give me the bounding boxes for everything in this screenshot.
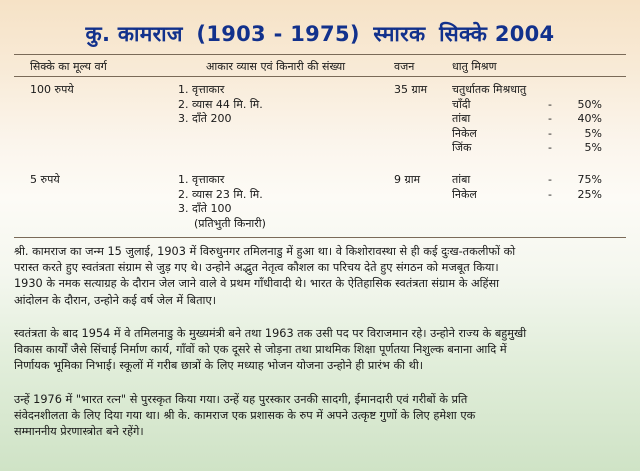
metal-row [452,98,602,113]
metal-name: जिंक [452,141,472,155]
shape-line: 1. वृत्ताकार [178,83,225,96]
coin-metal-5 [452,173,602,202]
coin-weight-100: 35 ग्राम [394,83,428,96]
shape-line: 2. व्यास 44 मि. मि. [178,97,263,111]
title-suffix: सिक्के 2004 [439,22,555,46]
shape-line: 3. दाँते 100 [178,202,232,216]
shape-line: 1. वृत्ताकार [178,173,225,186]
table-top-rule [14,54,626,55]
shape-line: 2. व्यास 23 मि. मि. [178,187,263,201]
title-years: (1903 - 1975) [196,22,360,46]
metal-dash: - [548,187,552,201]
metal-dash: - [548,112,552,126]
page-title [0,20,640,48]
shape-line: 3. दाँते 200 [178,112,232,126]
metal-name: तांबा [452,112,471,126]
table-bottom-rule [14,237,626,238]
metal-dash: - [548,141,552,155]
coin-weight-5: 9 ग्राम [394,173,421,186]
metal-row [452,127,602,142]
metal-row [452,83,602,98]
metal-dash: - [548,173,552,186]
metal-percent: 40% [577,112,602,126]
table-header-rule [14,76,626,77]
coin-value-5: 5 रुपये [30,173,60,186]
metal-row [452,141,602,156]
bio-paragraph-3: उन्हें 1976 में "भारत रत्न" से पुरस्कृत किया गया। उन्हें यह पुरस्कार उनकी सादगी, ईमानदारी एवं गरीबों के प्रति संवेदनशीलता के लिए दिया गया था। श्री के. कामराज एक प्रशासक के रुप में अपने उत्कृष्ट गुणों के लिए हमेशा एक सम्माननीय प्रेरणास्त्रोत बने रहेंगे। [14,393,476,439]
metal-name: चतुर्धातक मिश्रधातु [452,83,527,96]
metal-percent: 75% [577,173,602,186]
metal-name: निकेल [452,126,477,140]
metal-dash: - [548,126,552,140]
metal-name: चाँदी [452,97,471,111]
shape-line: (प्रतिभुती किनारी) [194,216,266,230]
col-header-weight: वजन [394,60,415,73]
coin-value-100: 100 रुपये [30,83,74,96]
bio-paragraph-2: स्वतंत्रता के बाद 1954 में वे तमिलनाडु के मुख्यमंत्री बने तथा 1963 तक उसी पद पर विराजमान रहे। उन्होने राज्य के बहुमुखी विकास कार्यों जैसे सिंचाई निर्माण कार्य, गाँवों को एक दूसरे से जोड़ना तथा प्राथमिक शिक्षा पूर्णतया निशुल्क बनाना आदि में निर्णायक भूमिका निभाई। स्कूलों में गरीब छात्रों के लिए मध्याह भोजन योजना उन्होने ही प्रारंभ की थी। [14,327,527,373]
metal-percent: 50% [577,97,602,111]
metal-name: निकेल [452,187,477,201]
metal-row [452,173,602,188]
metal-row [452,112,602,127]
metal-percent: 5% [584,141,602,155]
bio-paragraph-1: श्री. कामराज का जन्म 15 जुलाई, 1903 में विरुधुनगर तमिलनाडु में हुआ था। वे किशोरावस्था से ही कई दुःख-तकलीफों को परास्त करते हुए स्वतंत्रता संग्राम से जुड़ गए थे। उन्होने अद्भुत नेतृत्व कौशल का परिचय देते हुए संगठन को मजबूत किया। 1930 के नमक सत्याग्रह के दौरान जेल जाने वाले वे प्रथम गाँधीवादी थे। भारत के ऐतिहासिक स्वतंत्रता संग्राम के अहिंसा आंदोलन के दौरान, उन्होने कई वर्ष जेल में बिताए। [14,245,516,307]
col-header-shape: आकार व्यास एवं किनारी की संख्या [206,60,346,73]
metal-dash: - [548,97,552,111]
coin-shape-5 [178,173,266,231]
coin-metal-100 [452,83,602,156]
title-label: स्मारक [373,22,426,46]
coin-shape-100 [178,83,263,127]
metal-percent: 25% [577,187,602,201]
col-header-metal: धातु मिश्रण [452,60,497,73]
col-header-value: सिक्के का मूल्य वर्ग [30,60,107,73]
metal-percent: 5% [584,126,602,140]
metal-row [452,188,602,203]
title-name: कु. कामराज [85,22,183,46]
metal-name: तांबा [452,173,471,186]
